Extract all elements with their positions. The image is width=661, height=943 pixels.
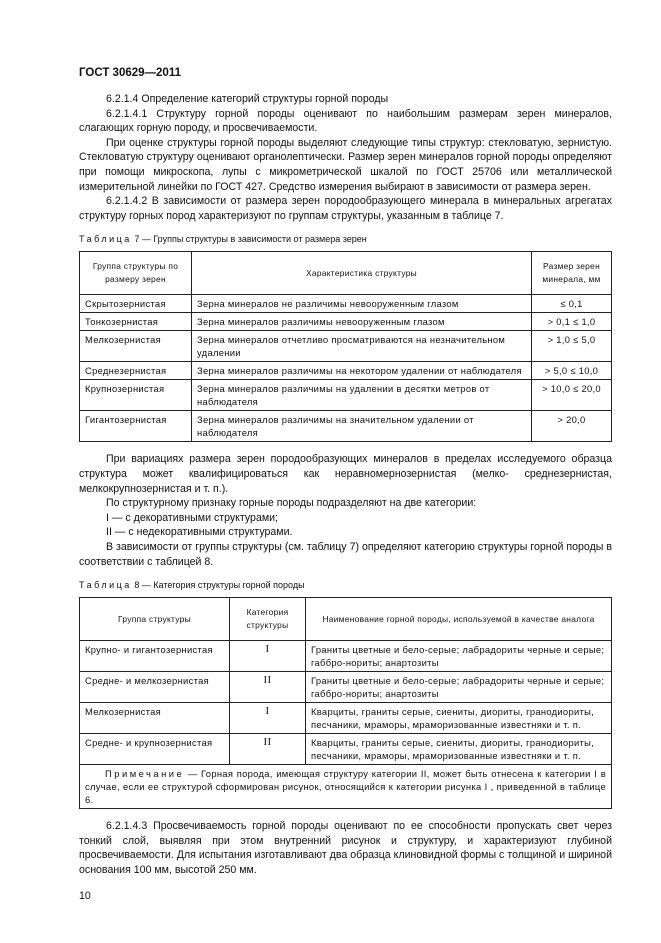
table-row: [80, 703, 612, 734]
cell: Средне- и крупнозернистая: [80, 734, 230, 765]
cell: > 0,1 ≤ 1,0: [532, 313, 612, 331]
cell: Зерна минералов не различимы невооруженным глазом: [192, 295, 532, 313]
note-text: — Горная порода, имеющая структуру категории II, может быть отнесена к категории I в случае, если ее структурой сформирован рисунок, относящийся к категории рисунка I , приведенной в таблице 6.: [85, 768, 607, 806]
cell: > 1,0 ≤ 5,0: [532, 331, 612, 362]
cell: Зерна минералов отчетливо просматриваются на незначительном удалении: [192, 331, 532, 362]
column-header: Наименование горной породы, используемой в качестве аналога: [306, 598, 612, 641]
document-header: ГОСТ 30629—2011: [79, 67, 181, 79]
paragraph: При оценке структуры горной породы выделяют следующие типы структур: стекловатую, зернистую. Стекловатую структуру оценивают органолептически. Размер зерен минералов горной породы определяют при помощи микроскопа, лупы с микрометрической шкалой по ГОСТ 25706 или металлической измерительной линейки по ГОСТ 427. Средство измерения выбирают в зависимости от размера зерен.: [79, 136, 612, 193]
table-note-row: [80, 765, 612, 809]
cell: Крупнозернистая: [80, 380, 192, 411]
table-row: [80, 295, 612, 313]
cell: ≤ 0,1: [532, 295, 612, 313]
column-header: Группа структуры: [80, 598, 230, 641]
cell: Кварциты, граниты серые, сиениты, диориты, гранодиориты, песчаники, мраморы, мраморизованные известняки и т. п.: [306, 734, 612, 765]
cell: Зерна минералов различимы невооруженным глазом: [192, 313, 532, 331]
cell: II: [230, 672, 306, 703]
table-row: [80, 331, 612, 362]
cell: I: [230, 703, 306, 734]
column-header: Категория структуры: [230, 598, 306, 641]
page-number: 10: [79, 890, 91, 903]
cell: Среднезернистая: [80, 362, 192, 380]
table-row: [80, 380, 612, 411]
caption-word: Таблица: [79, 234, 132, 245]
section-middle: [79, 452, 612, 569]
list-item: I — с декоративными структурами;: [106, 511, 278, 524]
table-row: [80, 362, 612, 380]
table-8: [79, 597, 612, 809]
cell: Мелкозернистая: [80, 703, 230, 734]
caption-text: 8 — Категория структуры горной породы: [134, 580, 305, 591]
paragraph: 6.2.1.4.1 Структуру горной породы оценивают по наибольшим размерам зерен минералов, слагающих горную породу, и просвечиваемости.: [79, 107, 612, 135]
cell: Средне- и мелкозернистая: [80, 672, 230, 703]
cell: Скрытозернистая: [80, 295, 192, 313]
cell: Граниты цветные и бело-серые; лабрадориты черные и серые; габбро-нориты; анартозиты: [306, 641, 612, 672]
table-row: [80, 313, 612, 331]
cell: Тонкозернистая: [80, 313, 192, 331]
cell: I: [230, 641, 306, 672]
table-row: [80, 641, 612, 672]
table-row: [80, 411, 612, 442]
cell: Зерна минералов различимы на некотором удалении от наблюдателя: [192, 362, 532, 380]
cell: > 20,0: [532, 411, 612, 442]
cell: II: [230, 734, 306, 765]
column-header: Группа структуры по размеру зерен: [80, 252, 192, 295]
paragraph: 6.2.1.4.2 В зависимости от размера зерен породообразующего минерала в минеральных агрегатах структуру горных пород характеризуют по группам структуры, указанным в таблице 7.: [79, 195, 612, 222]
paragraph: 6.2.1.4.3 Просвечиваемость горной породы оценивают по ее способности пропускать свет через тонкий слой, выявляя при этом внутренний рисунок и структуру, и характеризуют глубиной просвечиваемости. Для испытания изготавливают два образца клиновидной формы с толщиной и шириной основания 100 мм, высотой 250 мм.: [79, 820, 612, 876]
paragraph: В зависимости от группы структуры (см. таблицу 7) определяют категорию структуры горной породы в соответствии с таблицей 8.: [79, 540, 612, 568]
cell: > 10,0 ≤ 20,0: [532, 380, 612, 411]
caption-text: 7 — Группы структуры в зависимости от размера зерен: [134, 234, 367, 245]
cell: Мелкозернистая: [80, 331, 192, 362]
column-header: Характеристика структуры: [192, 252, 532, 295]
table7-caption: [79, 233, 612, 245]
table-note: [80, 765, 612, 809]
list-item: II — с недекоративными структурами.: [106, 526, 293, 539]
cell: Крупно- и гигантозернистая: [80, 641, 230, 672]
paragraph: По структурному признаку горные породы подразделяют на две категории:: [106, 497, 477, 510]
cell: Граниты цветные и бело-серые; лабрадориты черные и серые; габбро-нориты; анартозиты: [306, 672, 612, 703]
cell: Зерна минералов различимы на значительном удалении от наблюдателя: [192, 411, 532, 442]
cell: > 5,0 ≤ 10,0: [532, 362, 612, 380]
cell: Зерна минералов различимы на удалении в десятки метров от наблюдателя: [192, 380, 532, 411]
cell: Гигантозернистая: [80, 411, 192, 442]
table-row: [80, 734, 612, 765]
paragraph: При вариациях размера зерен породообразующих минералов в пределах исследуемого образца структура может квалифицироваться как неравномернозернистая (мелко- среднезернистая, мелкокрупнозернистая и т. п.).: [79, 453, 612, 495]
section-end: [79, 819, 612, 877]
caption-word: Таблица: [79, 580, 132, 591]
cell: Кварциты, граниты серые, сиениты, диориты, гранодиориты, песчаники, мраморы, мраморизованные известняки и т. п.: [306, 703, 612, 734]
heading-6-2-1-4: 6.2.1.4 Определение категорий структуры горной породы: [106, 93, 389, 105]
note-word: Примечание: [105, 768, 185, 780]
table8-caption: [79, 579, 612, 591]
section-intro: [79, 92, 612, 223]
table-7: [79, 251, 612, 442]
column-header: Размер зерен минерала, мм: [532, 252, 612, 295]
table-row: [80, 672, 612, 703]
